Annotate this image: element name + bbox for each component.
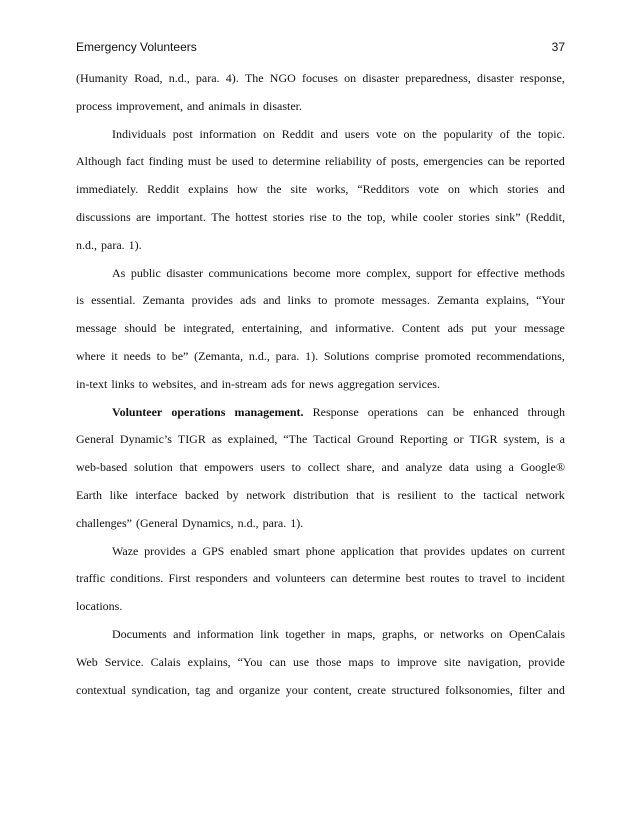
word: can (426, 404, 444, 419)
word: communications (208, 265, 288, 280)
word: must (187, 154, 212, 169)
word: immediately. (76, 182, 139, 197)
word: users (260, 460, 285, 475)
word: responders (195, 571, 248, 586)
word: explained, (227, 432, 278, 447)
word: popularity (443, 126, 493, 141)
word: those (316, 654, 342, 669)
word: maps, (347, 626, 376, 641)
text-line (76, 430, 565, 458)
word: Reddit (147, 182, 180, 197)
text-line (76, 236, 565, 264)
text-line (76, 681, 565, 709)
word: Tactical (313, 432, 352, 447)
word: in-stream (221, 376, 267, 391)
word: emergencies (423, 154, 483, 169)
word: para. (195, 71, 220, 85)
word: provides (191, 293, 233, 308)
word: messages. (381, 293, 430, 308)
word: improvement, (116, 98, 183, 113)
word: process (76, 98, 112, 113)
word: operations (367, 404, 418, 419)
word: can (487, 154, 505, 169)
word: or (423, 626, 434, 641)
word: Google® (520, 460, 565, 475)
word: provides (423, 543, 466, 558)
word: filter (518, 682, 542, 697)
word: of (499, 126, 510, 141)
word: effective (476, 265, 519, 280)
word: explains, (187, 654, 231, 669)
word: to (258, 154, 268, 169)
word: a (191, 543, 197, 558)
word: to (511, 571, 521, 586)
word: TIGR (177, 432, 206, 447)
word: and (547, 182, 565, 197)
word: more (336, 265, 361, 280)
word: top, (367, 209, 386, 224)
word: topic. (537, 126, 565, 141)
text-line (76, 125, 565, 153)
word: hottest (235, 209, 268, 224)
word: and (310, 321, 328, 336)
word: enabled (230, 543, 268, 558)
word: complex, (366, 265, 411, 280)
word: on (403, 126, 416, 141)
word: content, (313, 682, 352, 697)
word: share, (346, 460, 375, 475)
word: volunteers (275, 571, 326, 586)
word: is (381, 487, 390, 502)
word: Reddit (281, 126, 314, 141)
word: site (444, 654, 461, 669)
word: Response (312, 404, 359, 419)
word: stories (458, 209, 490, 224)
word: network (525, 487, 565, 502)
word: n.d., (76, 237, 97, 252)
word: traffic (76, 571, 106, 586)
word: First (168, 571, 191, 586)
word: Earth (76, 487, 102, 502)
word: where (76, 348, 106, 363)
page-number: 37 (551, 40, 565, 54)
word: (General (135, 515, 178, 530)
word: can (269, 654, 287, 669)
page-header (76, 37, 565, 57)
word: collect (307, 460, 340, 475)
word: The (244, 71, 264, 85)
word: distribution (293, 487, 349, 502)
word: phone (305, 543, 336, 558)
text-line (76, 69, 565, 97)
word: determine (272, 154, 321, 169)
word: is (76, 293, 85, 308)
word: NGO (269, 71, 296, 85)
word: disaster (362, 71, 399, 85)
text-line (76, 625, 565, 653)
word: GPS (202, 543, 225, 558)
word: using (475, 460, 502, 475)
word: determine (352, 571, 401, 586)
word: organize (238, 682, 281, 697)
word: and (215, 682, 234, 697)
word: graphs, (381, 626, 417, 641)
word: be (164, 321, 176, 336)
word: stories (272, 209, 305, 224)
word: be (452, 404, 465, 419)
word: maps (348, 654, 374, 669)
word: like (109, 487, 128, 502)
word: in-text (76, 376, 108, 391)
word: recommendations, (476, 348, 565, 363)
word: discussions (76, 209, 131, 224)
word: posts, (390, 154, 419, 169)
word: information (197, 626, 254, 641)
word: folksonomies, (445, 682, 513, 697)
word: fact (125, 154, 144, 169)
word: syndication, (131, 682, 190, 697)
word: disaster. (262, 98, 302, 113)
word: Dynamic’s (119, 432, 172, 447)
word: together (285, 626, 325, 641)
word: TIGR (469, 432, 498, 447)
word: news (309, 376, 334, 391)
word: cooler (423, 209, 453, 224)
word: The (211, 209, 230, 224)
word: be (508, 154, 521, 169)
word: Content (401, 321, 440, 336)
word: conditions. (110, 571, 164, 586)
word: link (260, 626, 279, 641)
word: through (527, 404, 565, 419)
word: Solutions (323, 348, 370, 363)
word: stories (507, 182, 539, 197)
word: para. (262, 515, 287, 530)
word: Zemanta (142, 293, 185, 308)
word: that (179, 460, 198, 475)
word: which (468, 182, 499, 197)
word: challenges” (76, 515, 132, 530)
word: “Your (536, 293, 565, 308)
word: n.d., (248, 348, 270, 363)
word: rise (309, 209, 327, 224)
word: use (293, 654, 310, 669)
heading-word: Volunteer (112, 404, 163, 419)
word: comprise (374, 348, 419, 363)
word: focuses (301, 71, 338, 85)
word: as (211, 432, 222, 447)
word: para. (275, 348, 300, 363)
word: reliability (325, 154, 372, 169)
word: public (130, 265, 161, 280)
word: your (494, 321, 517, 336)
word: networks (439, 626, 484, 641)
word: promote (334, 293, 375, 308)
word: response, (519, 71, 565, 85)
word: Service. (104, 654, 144, 669)
word: provides (144, 543, 186, 558)
word: Individuals (112, 126, 166, 141)
word: a (559, 432, 565, 447)
word: and (200, 376, 218, 391)
word: OpenCalais (509, 626, 565, 641)
heading-word: operations (171, 404, 226, 419)
word: best (405, 571, 425, 586)
word: in (331, 626, 341, 641)
word: current (531, 543, 565, 558)
word: works, (316, 182, 349, 197)
word: on (344, 71, 357, 85)
word: explains, (486, 293, 530, 308)
word: on (490, 626, 503, 641)
word: data (448, 460, 469, 475)
word: should (124, 321, 157, 336)
word: updates (470, 543, 508, 558)
word: methods (524, 265, 565, 280)
word: Zemanta (436, 293, 479, 308)
word: integrated, (183, 321, 235, 336)
word: 1). (128, 237, 142, 252)
word: be” (171, 348, 189, 363)
word: incident (526, 571, 565, 586)
word: entertaining, (241, 321, 303, 336)
word: locations. (76, 599, 123, 614)
text-line (76, 514, 565, 542)
word: information (199, 126, 257, 141)
word: message (524, 321, 565, 336)
text-line (76, 208, 565, 236)
word: provide (528, 654, 565, 669)
word: General (76, 432, 114, 447)
word: to (443, 487, 454, 502)
word: vote (418, 182, 439, 197)
word: post (172, 126, 193, 141)
word: 4). (225, 71, 239, 85)
word: the (266, 182, 282, 197)
word: in (249, 98, 259, 113)
word: (Humanity (76, 71, 128, 85)
text-line (76, 458, 565, 486)
word: system, (503, 432, 540, 447)
word: and (547, 682, 565, 697)
word: to (332, 209, 342, 224)
word: Ground (357, 432, 394, 447)
text-line (76, 569, 565, 597)
word: “The (283, 432, 308, 447)
word: links (111, 376, 135, 391)
word: the (422, 126, 437, 141)
word: the (347, 209, 362, 224)
word: create (357, 682, 386, 697)
word: the (516, 126, 532, 141)
word: while (390, 209, 418, 224)
word: network (246, 487, 286, 502)
word: application (340, 543, 395, 558)
text-line (76, 264, 565, 292)
word: on (447, 182, 460, 197)
text-line (76, 486, 565, 514)
text-line (76, 319, 565, 347)
document-body (76, 69, 565, 708)
word: for (457, 265, 472, 280)
word: 1). (305, 348, 319, 363)
word: resilient (397, 487, 437, 502)
word: your (285, 682, 308, 697)
word: support (416, 265, 453, 280)
heading-word: management. (234, 404, 304, 419)
word: essential. (91, 293, 136, 308)
word: animals (208, 98, 246, 113)
word: to (380, 654, 391, 669)
text-line (76, 653, 565, 681)
word: “Redditors (357, 182, 410, 197)
word: users (344, 126, 370, 141)
word: Web (76, 654, 98, 669)
word: preparedness, (405, 71, 471, 85)
word: ads (447, 321, 464, 336)
word: aggregation (337, 376, 395, 391)
text-line (76, 347, 565, 375)
word: of (376, 154, 387, 169)
text-line (76, 597, 565, 625)
word: to (291, 460, 301, 475)
word: reported (524, 154, 565, 169)
word: routes (430, 571, 460, 586)
word: Dynamics, (181, 515, 234, 530)
word: vote (376, 126, 397, 141)
word: important. (156, 209, 206, 224)
word: finding (148, 154, 184, 169)
word: that (356, 487, 375, 502)
text-line (76, 180, 565, 208)
word: Although (76, 154, 122, 169)
word: can (330, 571, 348, 586)
word: n.d., (237, 515, 259, 530)
word: ads (271, 376, 287, 391)
word: put (471, 321, 487, 336)
word: is (545, 432, 554, 447)
word: are (136, 209, 151, 224)
word: informative. (335, 321, 395, 336)
word: promoted (424, 348, 471, 363)
word: how (237, 182, 258, 197)
word: to (156, 348, 166, 363)
word: 1). (290, 515, 304, 530)
word: message (76, 321, 117, 336)
word: become (293, 265, 331, 280)
word: backed (184, 487, 219, 502)
word: to (317, 293, 328, 308)
word: a (508, 460, 514, 475)
word: to (464, 571, 474, 586)
word: n.d., (168, 71, 190, 85)
word: the (460, 487, 476, 502)
word: analyze (405, 460, 443, 475)
word: (Reddit, (525, 209, 565, 224)
word: or (453, 432, 464, 447)
word: be (215, 154, 228, 169)
text-line (76, 97, 565, 125)
text-line (76, 291, 565, 319)
word: Reporting (399, 432, 448, 447)
word: Documents (112, 626, 167, 641)
word: and (252, 571, 271, 586)
word: disaster (477, 71, 514, 85)
word: disaster (166, 265, 203, 280)
word: by (226, 487, 239, 502)
word: services. (398, 376, 440, 391)
word: contextual (76, 682, 126, 697)
word: and (173, 626, 191, 641)
word: travel (479, 571, 507, 586)
word: structured (391, 682, 440, 697)
word: “You (237, 654, 263, 669)
text-line (76, 375, 565, 403)
word: explains (188, 182, 229, 197)
word: websites, (152, 376, 197, 391)
word: needs (123, 348, 151, 363)
word: navigation, (467, 654, 522, 669)
text-line (76, 403, 565, 431)
word: sink” (495, 209, 521, 224)
text-line (76, 152, 565, 180)
word: Waze (112, 543, 139, 558)
word: used (231, 154, 254, 169)
word: para. (101, 237, 125, 252)
word: site (290, 182, 308, 197)
word: to (138, 376, 149, 391)
word: enhanced (473, 404, 519, 419)
word: Calais (150, 654, 181, 669)
word: Road, (134, 71, 163, 85)
word: and (186, 98, 205, 113)
word: and (263, 293, 281, 308)
word: web-based (76, 460, 128, 475)
word: tag (195, 682, 211, 697)
word: it (111, 348, 118, 363)
word: and (381, 460, 399, 475)
word: on (262, 126, 275, 141)
word: empowers (204, 460, 254, 475)
word: links (287, 293, 311, 308)
word: that (399, 543, 418, 558)
word: for (291, 376, 305, 391)
word: and (320, 126, 338, 141)
running-head: Emergency Volunteers (76, 40, 197, 54)
word: ads (240, 293, 257, 308)
word: interface (135, 487, 178, 502)
word: As (112, 265, 126, 280)
word: tactical (483, 487, 518, 502)
word: improve (397, 654, 438, 669)
word: on (513, 543, 526, 558)
word: smart (273, 543, 300, 558)
word: solution (134, 460, 173, 475)
text-line (76, 542, 565, 570)
word: (Zemanta, (194, 348, 244, 363)
